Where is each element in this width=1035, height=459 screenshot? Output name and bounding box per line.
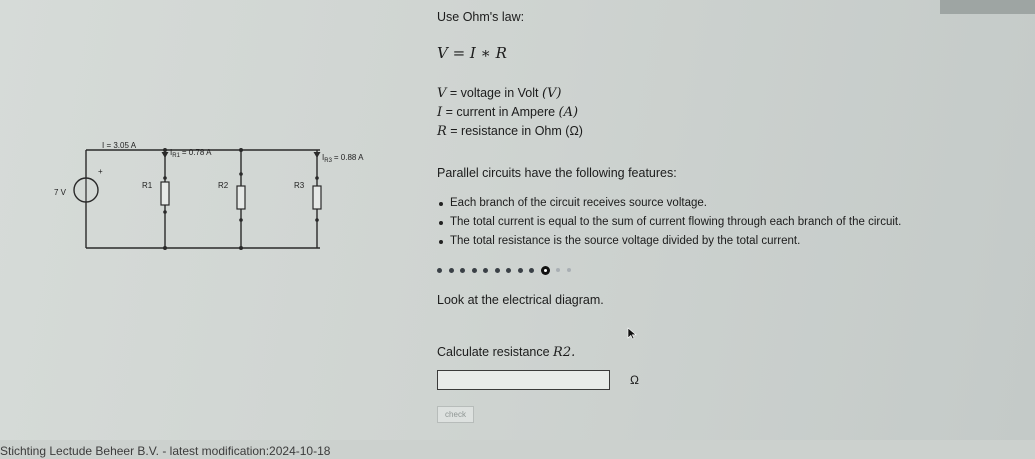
progress-step (556, 268, 560, 272)
circuit-diagram (54, 138, 415, 258)
mouse-cursor-icon (627, 327, 637, 340)
progress-step (495, 268, 500, 273)
list-item: Each branch of the circuit receives source voltage. (437, 194, 901, 213)
connector-dot (239, 172, 243, 176)
progress-step (460, 268, 465, 273)
definition-voltage: V = voltage in Volt (V) (437, 86, 562, 101)
footer-text: Stichting Lectude Beheer B.V. - latest modification:2024-10-18 (0, 444, 331, 458)
parallel-features-heading: Parallel circuits have the following features: (437, 166, 677, 180)
check-button[interactable]: check (437, 406, 474, 423)
r3-label: R3 (294, 181, 305, 190)
progress-step (529, 268, 534, 273)
progress-step (506, 268, 511, 273)
junction-dot (239, 246, 243, 250)
progress-step (472, 268, 477, 273)
connector-dot (239, 218, 243, 222)
connector-dot (163, 176, 167, 180)
current-arrow-r3 (314, 152, 321, 158)
r1-current-label: $I_{R1} = 0.78$ A (170, 148, 212, 159)
junction-dot (239, 148, 243, 152)
connector-dot (315, 218, 319, 222)
list-item: The total resistance is the source voltage divided by the total current. (437, 232, 901, 251)
resistor-r3 (313, 186, 321, 209)
r2-label: R2 (218, 181, 229, 190)
question-prompt: Look at the electrical diagram. (437, 293, 604, 307)
source-voltage-label: 7 V (54, 188, 67, 197)
definition-resistance: R = resistance in Ohm (Ω) (437, 124, 583, 139)
current-arrow-r1 (162, 152, 169, 158)
r3-current-label: $I_{R3} = 0.88$ A (322, 153, 364, 164)
connector-dot (315, 176, 319, 180)
connector-dot (163, 210, 167, 214)
definition-current: I = current in Ampere (A) (437, 105, 579, 120)
resistance-answer-input[interactable] (437, 370, 610, 390)
progress-step (449, 268, 454, 273)
total-current-label: I = 3.05 A (102, 141, 137, 150)
resistor-r2 (237, 186, 245, 209)
source-plus-sign: + (98, 167, 103, 176)
junction-dot (163, 246, 167, 250)
calculation-prompt: Calculate resistance R2. (437, 345, 576, 360)
parallel-features-list (437, 194, 901, 251)
list-item: The total current is equal to the sum of current flowing through each branch of the circuit. (437, 213, 901, 232)
step-progress-indicator (437, 264, 571, 276)
unit-label: Ω (630, 373, 639, 387)
progress-step (567, 268, 571, 272)
footer (0, 440, 1035, 459)
progress-step (437, 268, 442, 273)
symbol-definitions (437, 84, 583, 141)
resistor-r1 (161, 182, 169, 205)
ohms-law-heading: Use Ohm's law: (437, 10, 525, 24)
r1-label: R1 (142, 181, 153, 190)
progress-step (483, 268, 488, 273)
junction-dot (163, 148, 167, 152)
exercise-panel (437, 0, 1027, 440)
ohms-law-formula: V = I ∗ R (437, 44, 507, 62)
progress-step-current (541, 266, 550, 275)
progress-step (518, 268, 523, 273)
